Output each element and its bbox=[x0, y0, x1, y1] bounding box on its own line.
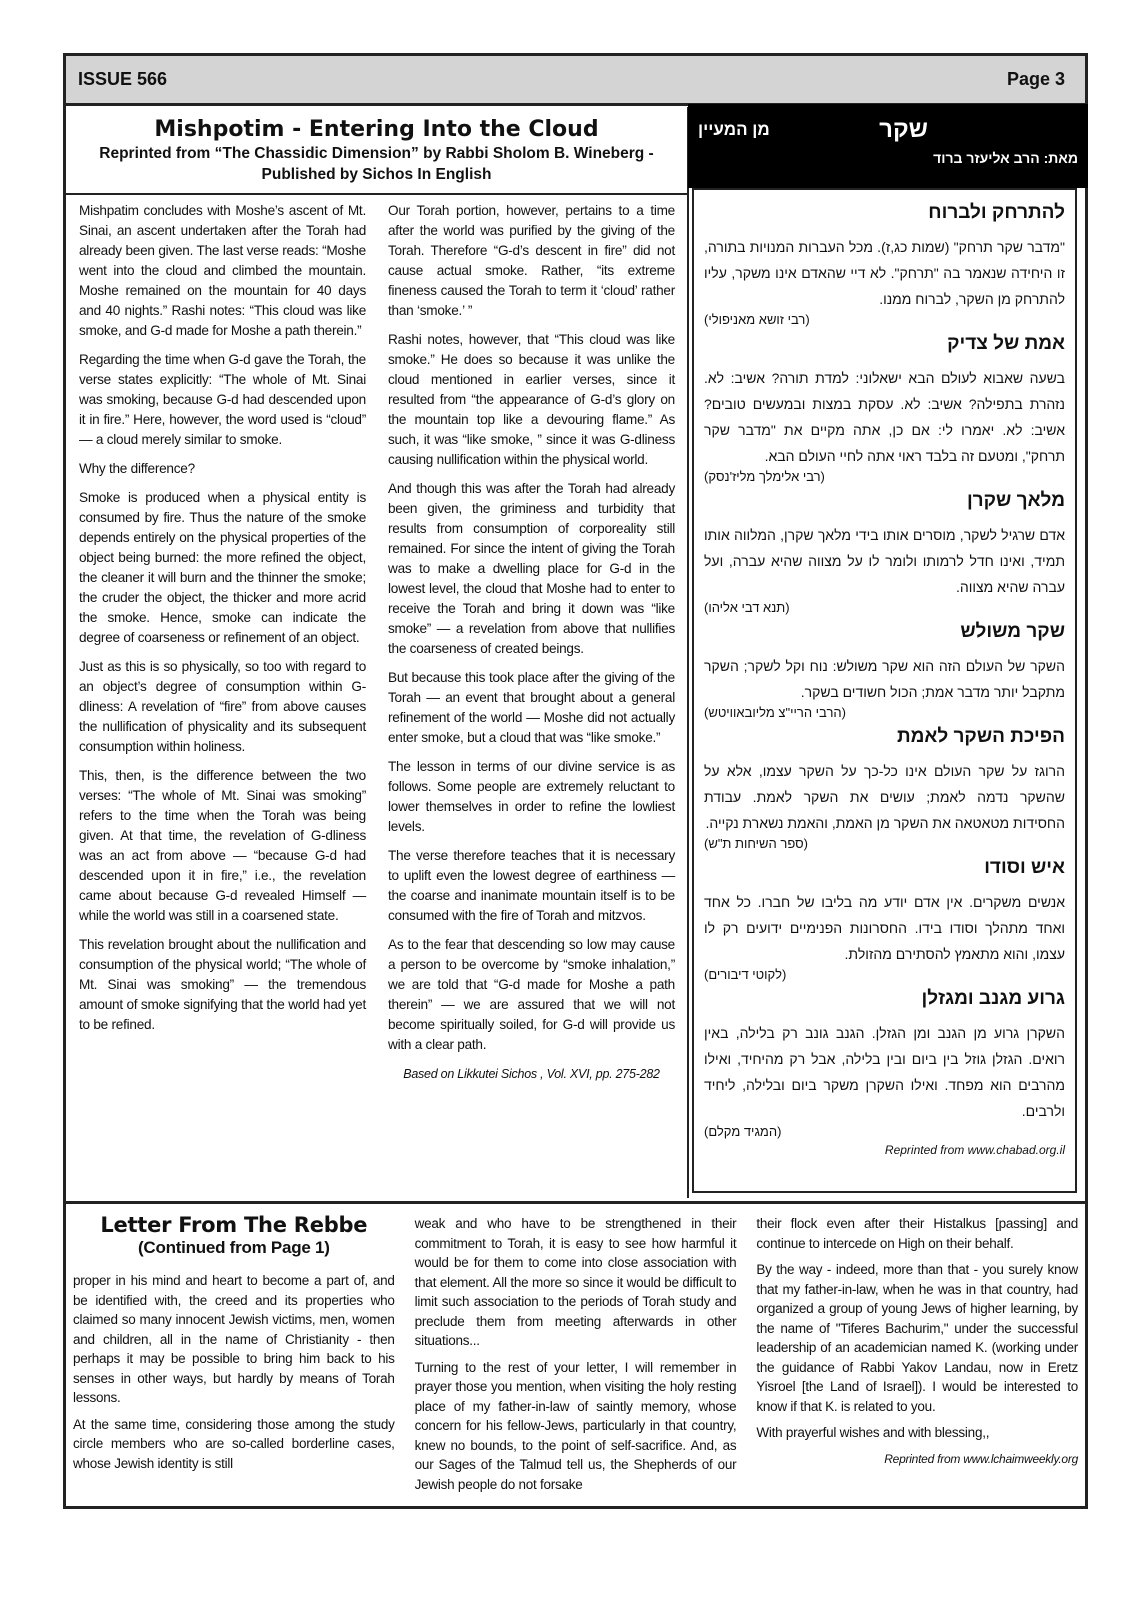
hebrew-title: שקר bbox=[879, 116, 928, 143]
article-title-box bbox=[66, 107, 687, 195]
hebrew-item bbox=[704, 621, 1065, 720]
letter-section bbox=[63, 1201, 1088, 1512]
hebrew-item-heading: שקר משולש bbox=[960, 621, 1065, 642]
hebrew-header bbox=[688, 104, 1088, 188]
hebrew-item-source: (ספר השיחות ת"ש) bbox=[704, 836, 808, 851]
paragraph: This revelation brought about the nullification and consumption of the physical world; “The whole of Mt. Sinai was smoking” — the tremendous amount of smoke signifying that the world had yet to be refined. bbox=[79, 937, 366, 1032]
article-subtitle: Reprinted from “The Chassidic Dimension” by Rabbi Sholom B. Wineberg - Published by Sichos In English bbox=[99, 145, 654, 183]
letter-columns bbox=[73, 1214, 1078, 1504]
hebrew-item-heading: הפיכת השקר לאמת bbox=[896, 726, 1065, 747]
hebrew-author: מאת: הרב אליעזר ברוד bbox=[933, 150, 1078, 166]
hebrew-item-text: הרוגז על שקר העולם אינו כל-כך על השקר עצמו, אלא על שהשקר נדמה לאמת; עושים את השקר לאמת. עבודת החסידות מטאטאה את השקר מן האמת, והאמת נשארת נקייה. bbox=[704, 763, 1065, 831]
hebrew-item-source: (רבי אלימלך מליז'נסק) bbox=[704, 469, 825, 484]
article bbox=[66, 107, 689, 1198]
hebrew-item-heading: להתרחק ולברוח bbox=[928, 202, 1065, 223]
hebrew-item-text: בשעה שאבוא לעולם הבא ישאלוני: למדת תורה? אשיב: לא. נזהרת בתפילה? אשיב: לא. עסקת במצות ובמעשים טובים? אשיב: לא. יאמרו לי: אם כן, אתה מקיים את "מדבר שקר תרחק", ומטעם זה בלבד ראוי אתה לחיי העולם הבא. bbox=[704, 370, 1065, 464]
letter-subtitle: (Continued from Page 1) bbox=[138, 1237, 330, 1257]
paragraph: their flock even after their Histalkus [passing] and continue to intercede on High on their behalf. bbox=[756, 1216, 1079, 1251]
article-column-2 bbox=[388, 201, 675, 1191]
hebrew-credit: Reprinted from www.chabad.org.il bbox=[884, 1143, 1065, 1157]
hebrew-item-source: (המגיד מקלם) bbox=[704, 1124, 782, 1139]
hebrew-item-heading: אמת של צדיק bbox=[947, 333, 1065, 354]
letter-column-2 bbox=[415, 1214, 737, 1504]
main-section bbox=[63, 104, 1088, 1202]
page-number: Page 3 bbox=[1006, 69, 1065, 89]
hebrew-item-source: (תנא דבי אליהו) bbox=[704, 600, 790, 615]
hebrew-column-name: מן המעיין bbox=[698, 120, 770, 139]
hebrew-item bbox=[704, 857, 1065, 982]
paragraph: The verse therefore teaches that it is necessary to uplift even the lowest degree of earthiness — the coarse and inanimate mountain itself is to be consumed with the fire of Torah and mitzvos. bbox=[388, 848, 675, 923]
paragraph: proper in his mind and heart to become a part of, and be identified with, the creed and its properties who claimed so many innocent Jewish victims, men, women and children, all in the name of Christianity - then perhaps it may be possible to bring him back to his senses in other ways, but hardly by means of Torah lessons. bbox=[73, 1273, 395, 1405]
paragraph: But because this took place after the giving of the Torah — an event that brought about a general refinement of the world — Moshe did not actually enter smoke, but a cloud that was “like smoke.” bbox=[388, 670, 675, 745]
paragraph: This, then, is the difference between the two verses: “The whole of Mt. Sinai was smoking” refers to the time when the Torah was being given. At that time, the revelation of G-dliness was an act from above — “because G-d had descended upon it in fire,” i.e., the revelation came about because G-d revealed Himself — while the world was still in a coarsened state. bbox=[79, 768, 366, 923]
hebrew-item-text: אדם שרגיל לשקר, מוסרים אותו בידי מלאך שקרן, המלווה אותו תמיד, ואינו חדל לרמותו ולומר לו על מצווה שהיא עברה, ועל עברה שהיא מצווה. bbox=[704, 527, 1065, 595]
article-title: Mishpotim - Entering Into the Cloud bbox=[154, 117, 599, 142]
paragraph: weak and who have to be strengthened in their commitment to Torah, it is easy to see how harmful it would be for them to come into close association with that element. All the more so since it would be difficult to limit such association to the periods of Torah study and preclude them from meeting afterwards in other situations... bbox=[414, 1216, 737, 1348]
paragraph: And though this was after the Torah had already been given, the griminess and turbidity that results from consumption of corporeality still remained. For since the intent of giving the Torah was to make a dwelling place for G-d in the lowest level, the cloud that Moshe had to enter to receive the Torah and bring it down was “like smoke” — a revelation from above that nullifies the coarseness of created beings. bbox=[388, 481, 675, 656]
paragraph: Regarding the time when G-d gave the Torah, the verse states explicitly: “The whole of Mt. Sinai was smoking, because G-d had descended upon it in fire.” Here, however, the word used is “cloud” — a cloud merely similar to smoke. bbox=[79, 352, 366, 447]
paragraph: Smoke is produced when a physical entity is consumed by fire. Thus the nature of the smoke depends entirely on the physical properties of the object being burned: the more refined the object, the cleaner it will burn and the thinner the smoke; the cruder the object, the thicker and more acrid the smoke. Hence, smoke can indicate the degree of coarseness or refinement of an object. bbox=[79, 490, 366, 645]
paragraph: Why the difference? bbox=[79, 461, 195, 476]
hebrew-item-source: (לקוטי דיבורים) bbox=[704, 967, 787, 982]
hebrew-item-text: אנשים משקרים. אין אדם יודע מה בליבו של חברו. כל אחד ואחד מתהלך וסודו בידו. החסרונות הפנימיים ידועים רק לו עצמו, והוא מתאמץ להסתירם מהזולת. bbox=[704, 894, 1065, 962]
hebrew-item bbox=[704, 988, 1065, 1139]
paragraph: The lesson in terms of our divine service is as follows. Some people are extremely reluctant to lower themselves in order to refine the lowliest levels. bbox=[388, 759, 675, 834]
hebrew-item-heading: מלאך שקרן bbox=[966, 490, 1065, 511]
article-column-1 bbox=[79, 201, 366, 1191]
hebrew-item-text: השקר של העולם הזה הוא שקר משולש: נוח וקל לשקר; השקר מתקבל יותר מדבר אמת; הכול חשודים בשקר. bbox=[704, 658, 1065, 700]
hebrew-section bbox=[688, 104, 1088, 1202]
paragraph: Turning to the rest of your letter, I will remember in prayer those you mention, when visiting the holy resting place of my father-in-law of saintly memory, whose concern for his fellow-Jews, particularly in that country, knew no bounds, to the point of self-sacrifice. And, as our Sages of the Talmud tell us, the Shepherds of our Jewish people do not forsake bbox=[414, 1359, 737, 1492]
hebrew-item bbox=[704, 726, 1065, 851]
hebrew-item bbox=[704, 333, 1065, 484]
hebrew-content bbox=[692, 188, 1077, 1193]
letter-column-3 bbox=[756, 1214, 1078, 1504]
paragraph: By the way - indeed, more than that - you surely know that my father-in-law, when he was in that country, had organized a group of young Jews of higher learning, by the name of "Tiferes Bachurim," under the successful leadership of an academician named K. (working under the guidance of Rabbi Yakov Landau, now in Eretz Yisroel [the Land of Israel]). I would be interested to know if that K. is related to you. bbox=[756, 1262, 1079, 1414]
paragraph: Our Torah portion, however, pertains to a time after the world was purified by the giving of the Torah. Therefore “G-d’s descent in fire” did not cause actual smoke. Rather, “its extreme fineness caused the Torah to term it ‘cloud’ rather than ‘smoke.’ ” bbox=[388, 203, 675, 318]
hebrew-item-source: (הרבי הריי"צ מליובאוויטש) bbox=[704, 705, 846, 720]
hebrew-item-text: "מדבר שקר תרחק" (שמות כג,ז). מכל העברות המנויות בתורה, זו היחידה שנאמר בה "תרחק". לא דיי שהאדם אינו משקר, עליו להתרחק מן השקר, לברוח ממנו. bbox=[704, 239, 1065, 307]
paragraph: With prayerful wishes and with blessing,, bbox=[756, 1425, 990, 1440]
hebrew-item-source: (רבי זושא מאניפולי) bbox=[704, 312, 810, 327]
page-header bbox=[63, 53, 1088, 106]
hebrew-item bbox=[704, 490, 1065, 615]
issue-number: ISSUE 566 bbox=[78, 69, 168, 89]
paragraph: Just as this is so physically, so too with regard to an object’s degree of consumption within G-dliness: A revelation of “fire” from above causes the nullification of physicality and its subsequent consumption within holiness. bbox=[79, 659, 366, 754]
article-source: Based on Likkutei Sichos , Vol. XVI, pp. 275-282 bbox=[403, 1067, 660, 1081]
letter-credit: Reprinted from www.lchaimweekly.org bbox=[884, 1451, 1079, 1466]
article-columns bbox=[79, 201, 675, 1191]
hebrew-item-text: השקרן גרוע מן הגנב ומן הגזלן. הגנב גונב רק בלילה, באין רואים. הגזלן גוזל בין ביום ובין בלילה, אבל רק מהיחיד, ואילו מהרבים הוא מפחד. ואילו השקרן משקר ביום ובלילה, ליחיד ולרבים. bbox=[704, 1025, 1065, 1119]
paragraph: As to the fear that descending so low may cause a person to be overcome by “smoke inhalation,” we are told that “G-d made for Moshe a path therein” — we are assured that we will not become spiritually soiled, for G-d will provide us with a clear path. bbox=[388, 937, 675, 1052]
paragraph: Rashi notes, however, that “This cloud was like smoke.” He does so because it was unlike the cloud mentioned in earlier verses, since it resulted from “the appearance of G-d’s glory on the mountain top like a devouring flame.” As such, it was “like smoke, ” since it was G-dliness causing nullification within the physical world. bbox=[388, 332, 675, 467]
hebrew-item-heading: גרוע מגנב ומגזלן bbox=[921, 988, 1065, 1009]
letter-column-1 bbox=[73, 1214, 395, 1504]
hebrew-item-heading: איש וסודו bbox=[984, 857, 1065, 878]
paragraph: At the same time, considering those among the study circle members who are so-called borderline cases, whose Jewish identity is still bbox=[73, 1416, 395, 1471]
letter-title: Letter From The Rebbe bbox=[100, 1213, 368, 1237]
hebrew-item bbox=[704, 202, 1065, 327]
paragraph: Mishpatim concludes with Moshe’s ascent of Mt. Sinai, an ascent undertaken after the Torah had already been given. The last verse reads: “Moshe went into the cloud and climbed the mountain. Moshe remained on the mountain for 40 days and 40 nights.” Rashi notes: “This cloud was like smoke, and G-d made for Moshe a path therein.” bbox=[79, 203, 366, 338]
